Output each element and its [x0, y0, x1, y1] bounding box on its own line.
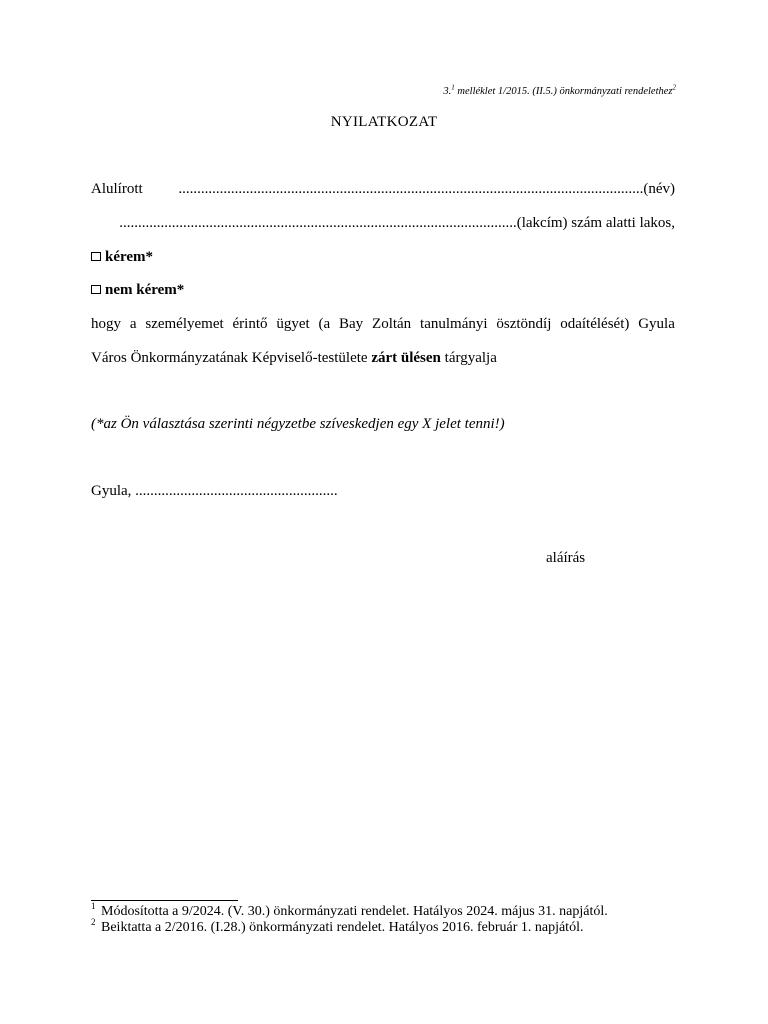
address-dots: ..........................................................................................................	[119, 215, 517, 231]
footnote-text: Módosította a 9/2024. (V. 30.) önkormányzati rendelet. Hatályos 2024. május 31. napjától.	[97, 904, 608, 919]
footnote-1	[91, 901, 608, 920]
annex-reference	[443, 83, 676, 97]
body-word: a	[129, 316, 137, 332]
body-word: hogy	[91, 316, 121, 332]
footnote-ref-1: 1	[451, 83, 455, 92]
document-title: NYILATKOZAT	[330, 114, 438, 130]
body-word: Bay	[339, 316, 364, 332]
place-date-field[interactable]: Gyula, ......................................................	[91, 483, 338, 499]
body-text: tárgyalja	[440, 350, 497, 366]
body-line-2	[91, 350, 675, 367]
checkbox-icon[interactable]	[91, 252, 101, 261]
body-word: (a	[318, 316, 331, 332]
body-word: érintő	[232, 316, 268, 332]
closed-session-emphasis: zárt ülésen	[371, 350, 441, 366]
footnote-2	[91, 917, 584, 936]
body-line-1	[91, 316, 675, 333]
body-text: Város Önkormányzatának Képviselő-testülete	[91, 350, 372, 366]
name-line	[91, 181, 675, 198]
body-word: ösztöndíj	[496, 316, 552, 332]
name-dots: ............................................................................................................................	[178, 181, 644, 197]
instruction-note: (*az Ön választása szerinti négyzetbe szíveskedjen egy X jelet tenni!)	[91, 416, 505, 432]
body-word: Gyula	[638, 316, 675, 332]
footnote-separator	[91, 900, 238, 901]
body-word: személyemet	[145, 316, 224, 332]
checkbox-icon[interactable]	[91, 285, 101, 294]
footnote-text: Beiktatta a 2/2016. (I.28.) önkormányzati rendelet. Hatályos 2016. február 1. napjától.	[97, 920, 584, 935]
option-request[interactable]	[91, 249, 153, 266]
name-suffix: (név)	[643, 181, 675, 197]
name-field[interactable]	[178, 181, 675, 198]
annex-text: melléklet 1/2015. (II.5.) önkormányzati rendelethez	[454, 86, 673, 97]
option-no-request[interactable]	[91, 282, 184, 299]
address-suffix: (lakcím) szám alatti lakos,	[516, 215, 675, 231]
name-label: Alulírott	[91, 181, 143, 197]
body-word: Zoltán	[372, 316, 412, 332]
body-word: tanulmányi	[420, 316, 488, 332]
footnote-number: 1	[91, 901, 96, 912]
body-word: ügyet	[276, 316, 310, 332]
annex-number: 3.	[443, 86, 452, 97]
body-word: odaítélését)	[560, 316, 630, 332]
footnote-ref-2: 2	[672, 83, 676, 92]
option-no-request-label: nem kérem*	[105, 282, 185, 298]
footnote-number: 2	[91, 917, 96, 928]
signature-label: aláírás	[546, 550, 586, 566]
option-request-label: kérem*	[105, 249, 154, 265]
address-line[interactable]	[91, 215, 675, 232]
